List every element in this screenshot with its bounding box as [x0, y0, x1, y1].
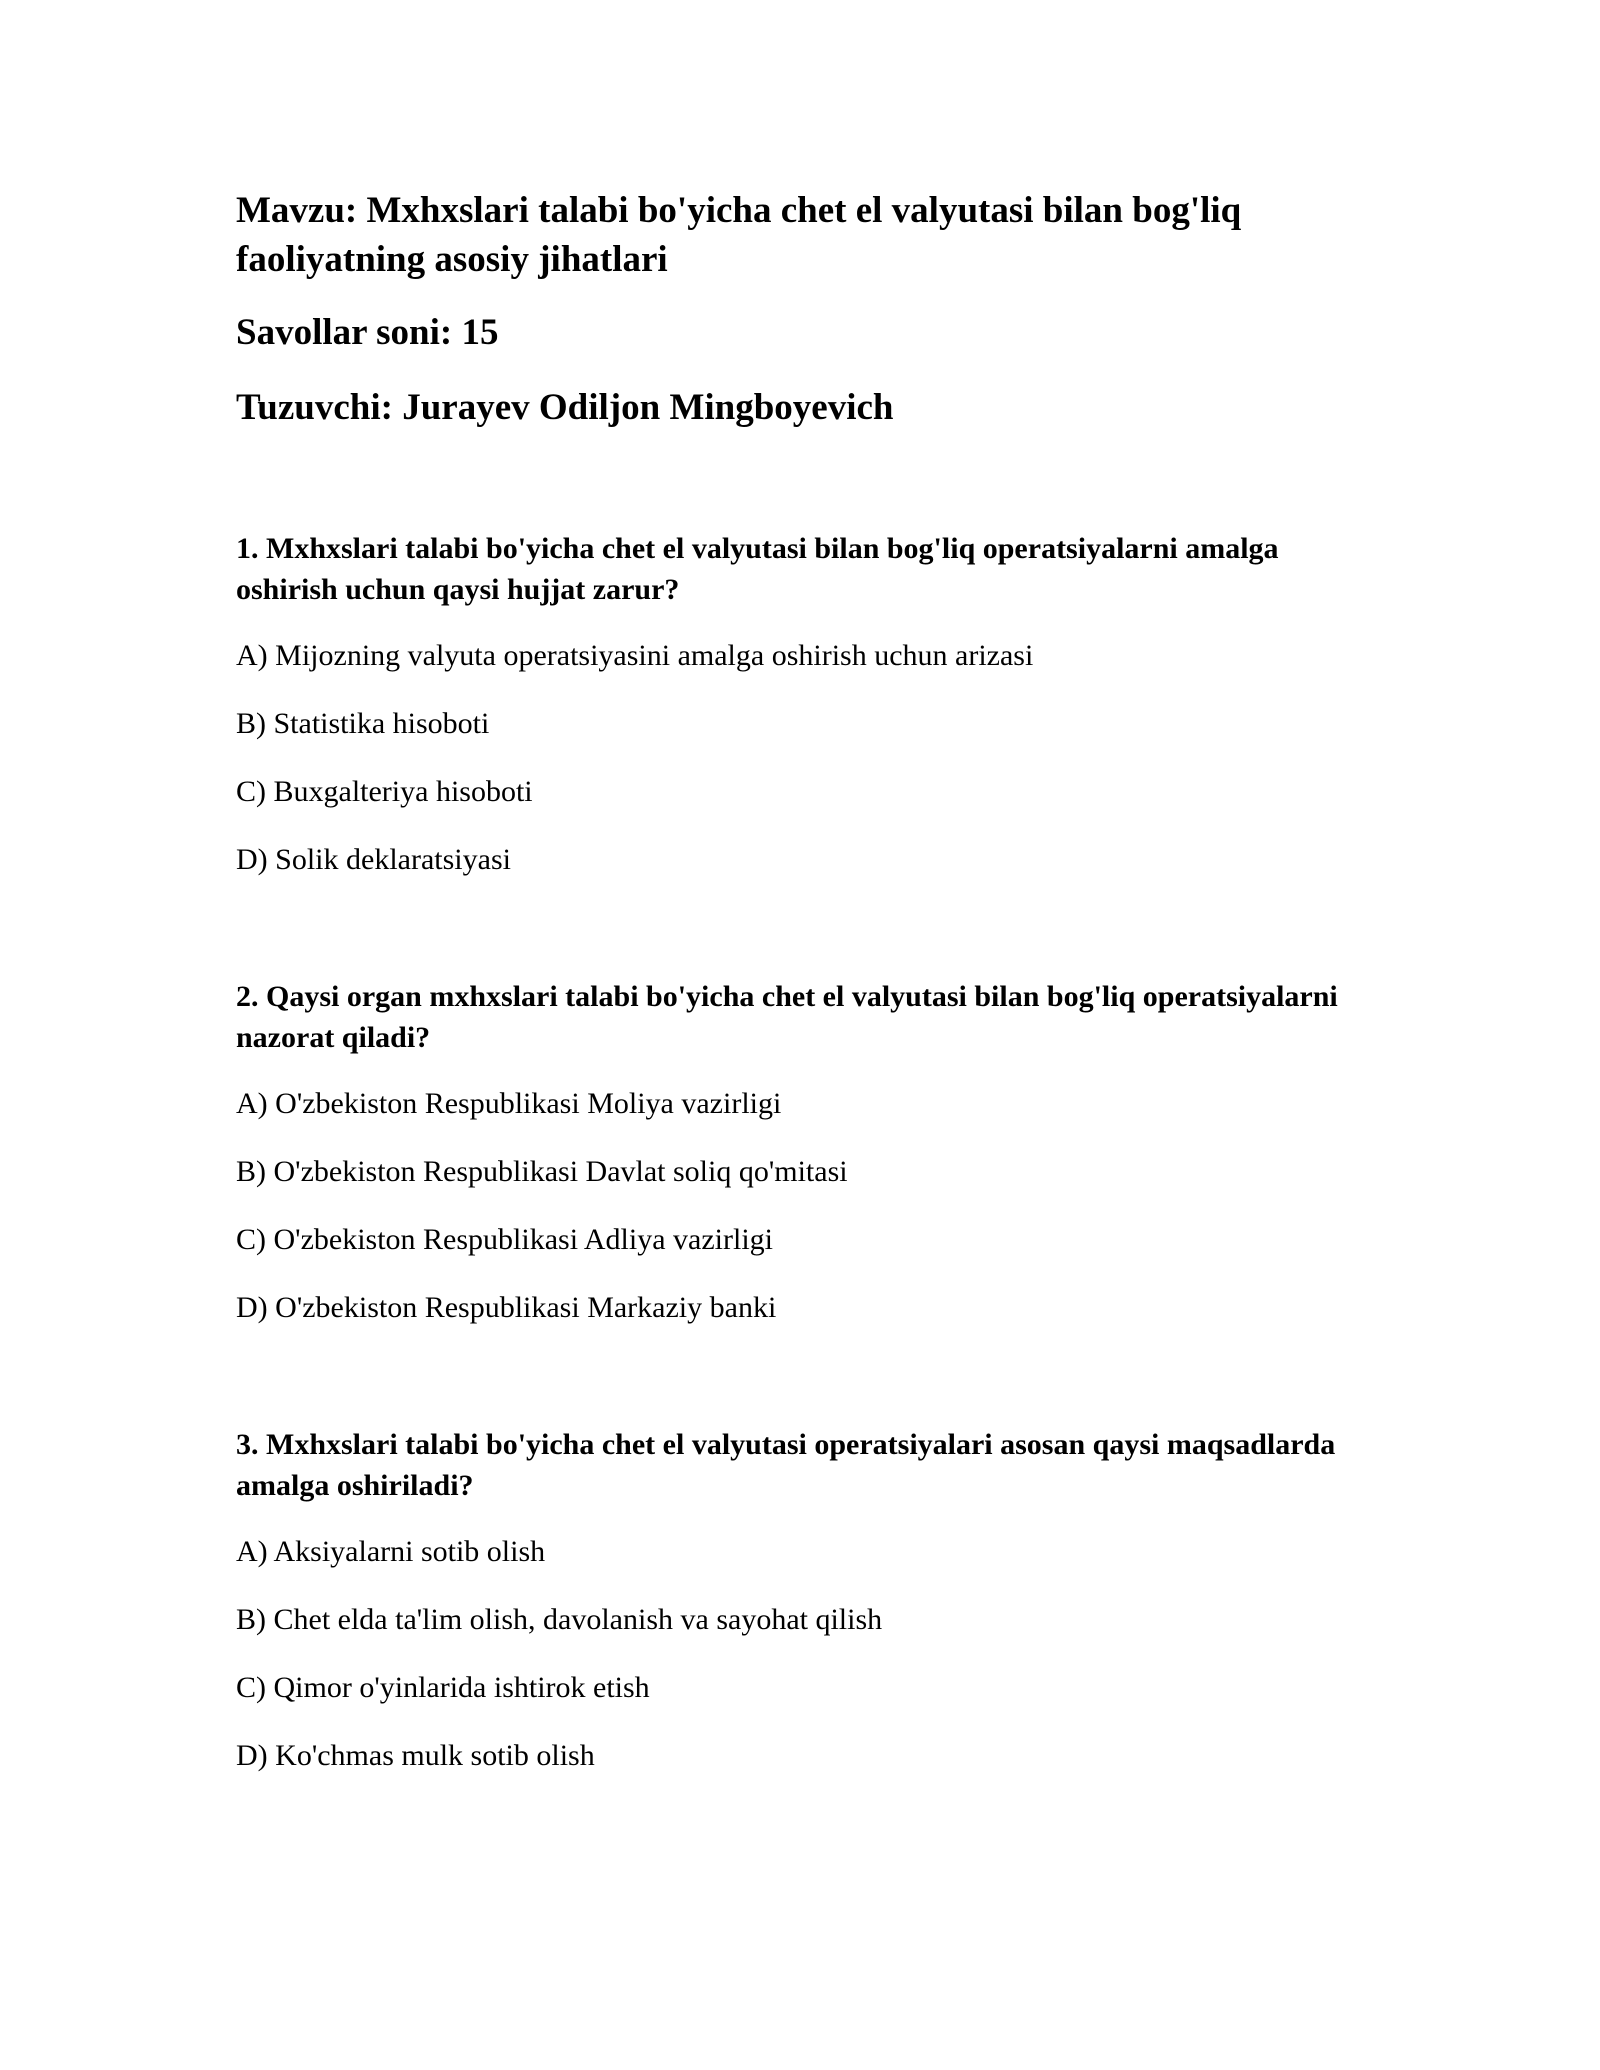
- document-content: [236, 186, 1366, 1872]
- option-list: [236, 635, 1366, 880]
- question-text: 3. Mxhxslari talabi bo'yicha chet el valyutasi operatsiyalari asosan qaysi maqsadlarda amalga oshiriladi?: [236, 1428, 1336, 1502]
- option-d: D) O'zbekiston Respublikasi Markaziy banki: [236, 1291, 777, 1324]
- option-c: C) O'zbekiston Respublikasi Adliya vazirligi: [236, 1223, 773, 1256]
- option-d: D) Solik deklaratsiyasi: [236, 843, 511, 876]
- question-3: [236, 1424, 1366, 1776]
- option-a: A) Aksiyalarni sotib olish: [236, 1535, 546, 1568]
- option-list: [236, 1083, 1366, 1328]
- option-list: [236, 1531, 1366, 1776]
- question-1: [236, 528, 1366, 880]
- option-a: A) Mijozning valyuta operatsiyasini amalga oshirish uchun arizasi: [236, 639, 1034, 672]
- question-text: 2. Qaysi organ mxhxslari talabi bo'yicha chet el valyutasi bilan bog'liq operatsiyalarni nazorat qiladi?: [236, 980, 1338, 1054]
- option-c: C) Qimor o'yinlarida ishtirok etish: [236, 1671, 650, 1704]
- option-b: B) Statistika hisoboti: [236, 707, 490, 740]
- option-c: C) Buxgalteriya hisoboti: [236, 775, 533, 808]
- question-text: 1. Mxhxslari talabi bo'yicha chet el valyutasi bilan bog'liq operatsiyalarni amalga oshirish uchun qaysi hujjat zarur?: [236, 532, 1279, 606]
- document-title: Mavzu: Mxhxslari talabi bo'yicha chet el valyutasi bilan bog'liq faoliyatning asosiy jihatlari: [236, 190, 1242, 280]
- question-count: Savollar soni: 15: [236, 312, 499, 353]
- question-2: [236, 976, 1366, 1328]
- option-a: A) O'zbekiston Respublikasi Moliya vazirligi: [236, 1087, 782, 1120]
- author: Tuzuvchi: Jurayev Odiljon Mingboyevich: [236, 387, 894, 428]
- question-list: [236, 528, 1366, 1776]
- option-d: D) Ko'chmas mulk sotib olish: [236, 1739, 595, 1772]
- option-b: B) O'zbekiston Respublikasi Davlat soliq qo'mitasi: [236, 1155, 848, 1188]
- document-header: [236, 186, 1366, 432]
- option-b: B) Chet elda ta'lim olish, davolanish va sayohat qilish: [236, 1603, 883, 1636]
